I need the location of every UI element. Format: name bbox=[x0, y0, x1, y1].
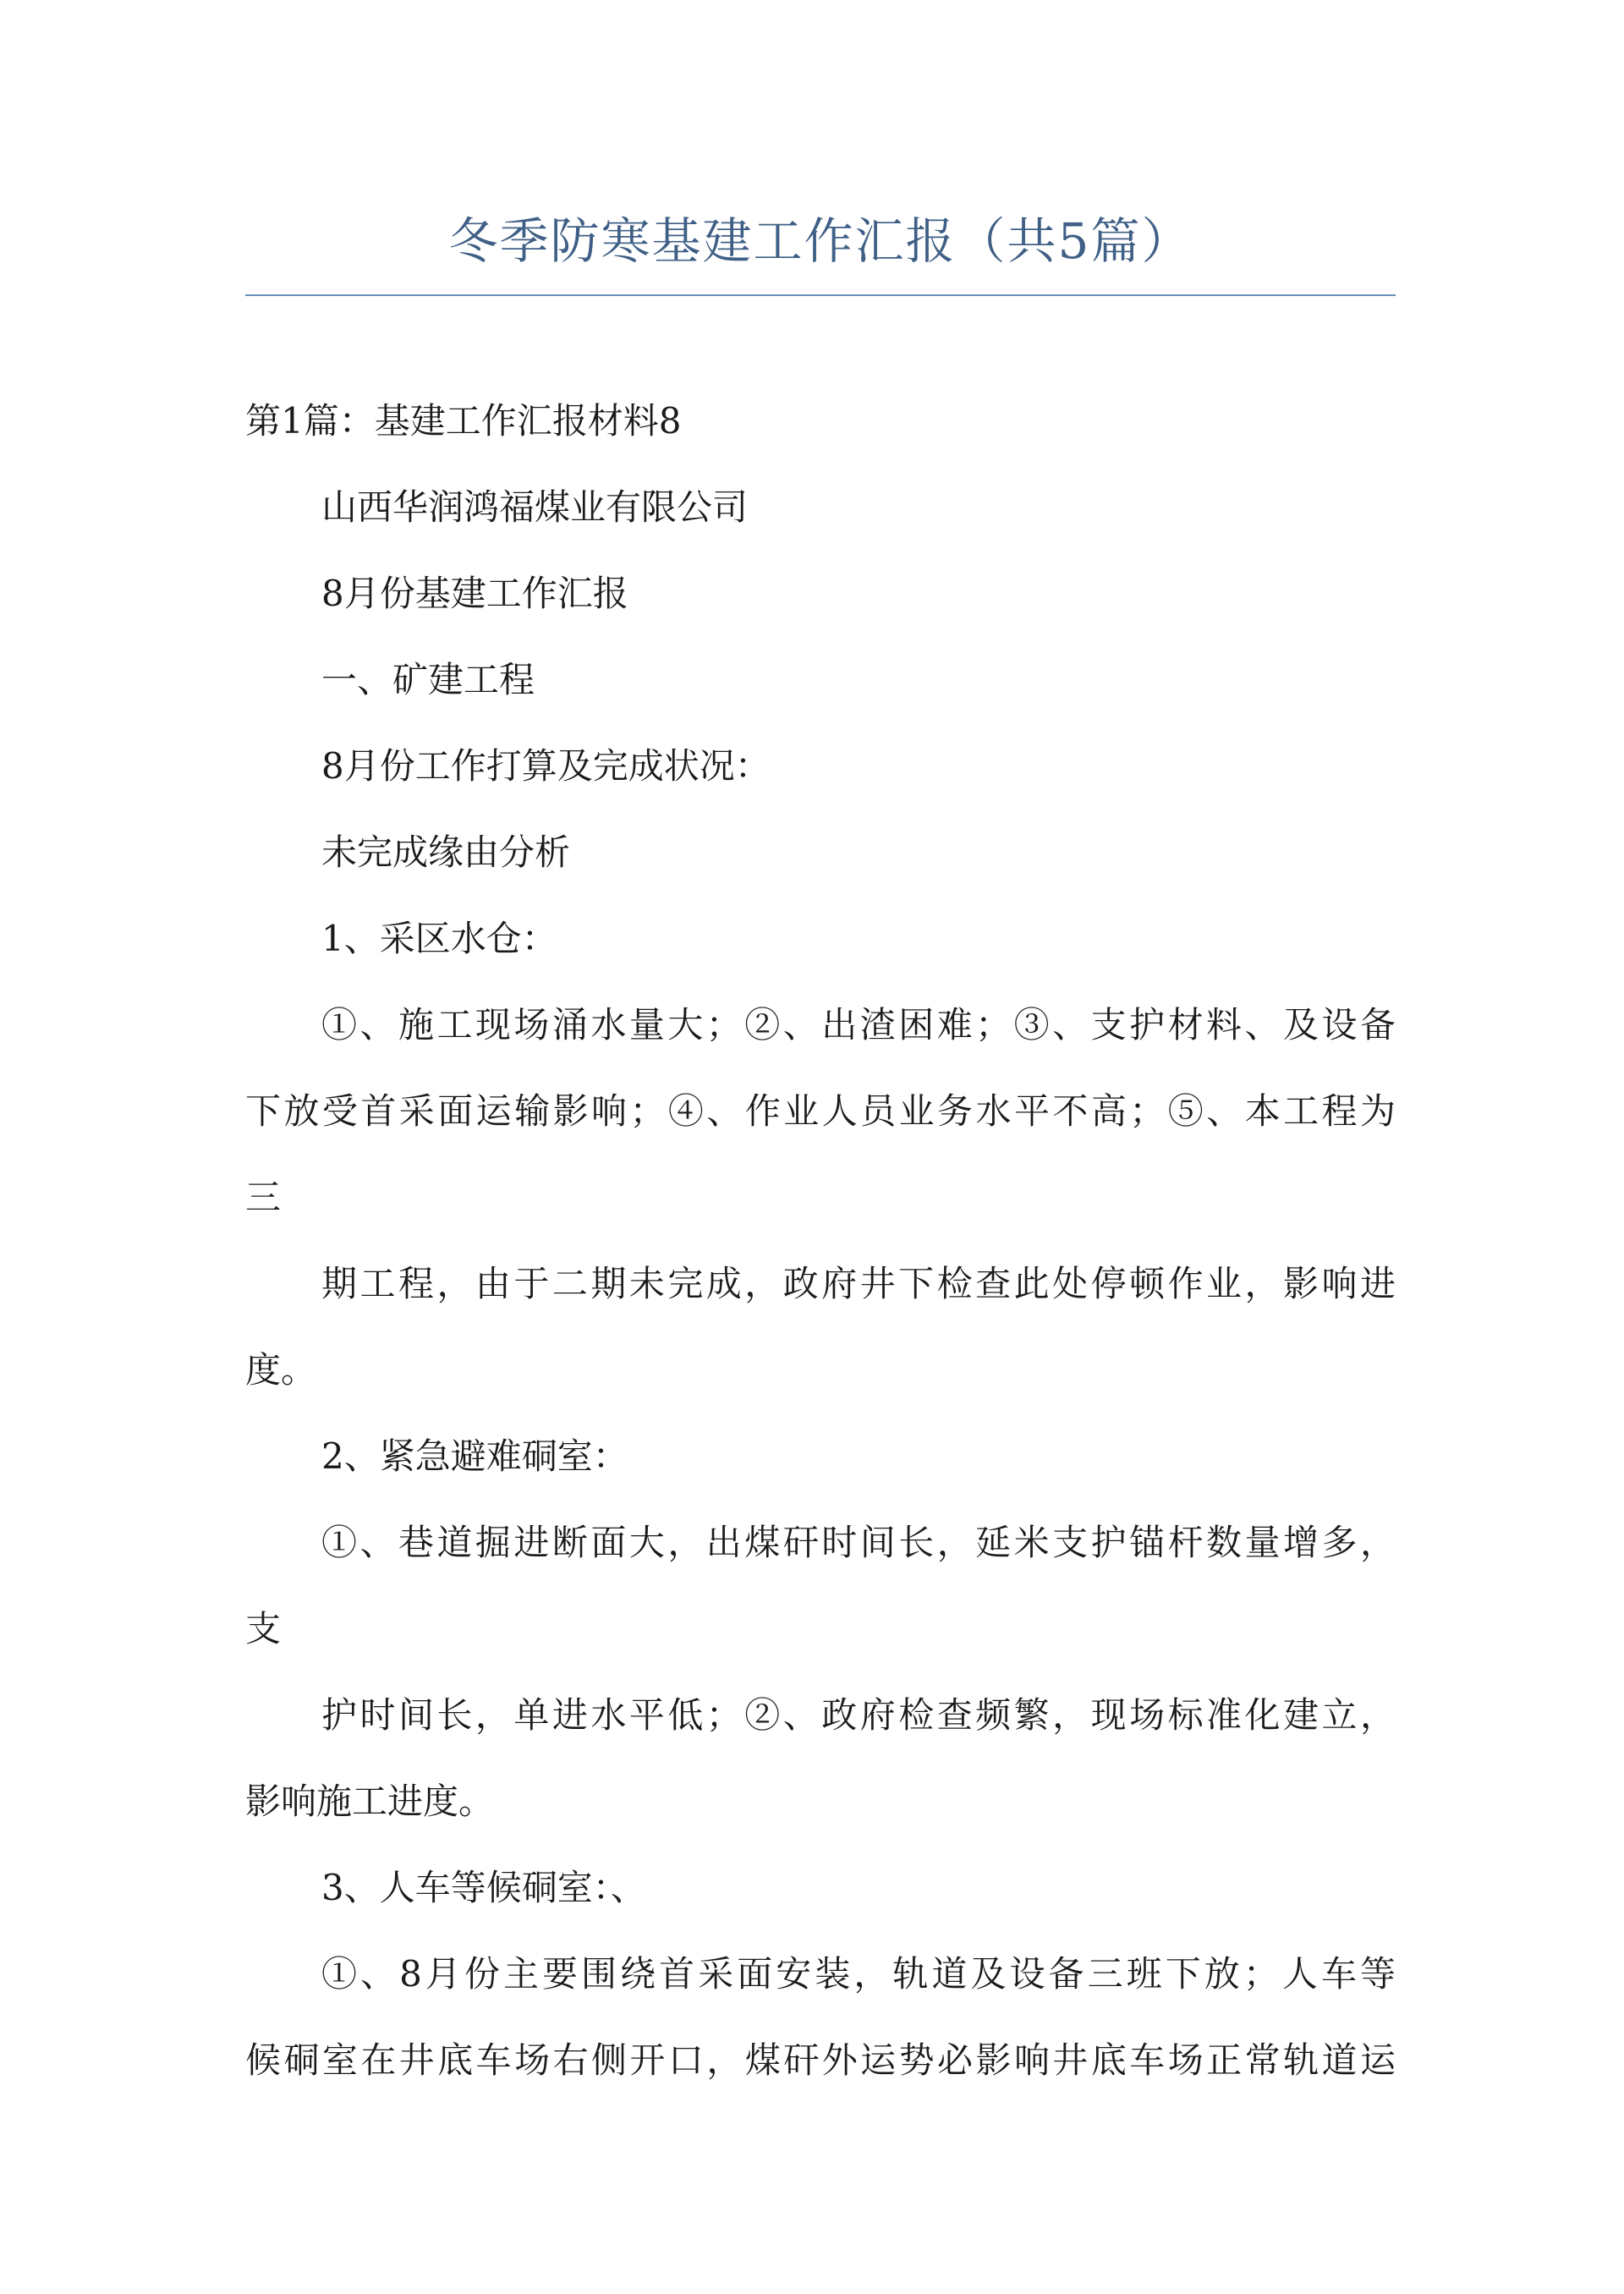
document-title: 冬季防寒基建工作汇报（共5篇） bbox=[448, 212, 1193, 270]
company-name: 山西华润鸿福煤业有限公司 bbox=[321, 486, 749, 528]
paragraph-line: 8月份工作打算及完成状况： bbox=[321, 745, 771, 787]
section-heading: 第1篇：基建工作汇报材料8 bbox=[245, 400, 682, 442]
title-divider bbox=[245, 294, 1396, 296]
paragraph-line: 影响施工进度。 bbox=[245, 1781, 495, 1822]
paragraph-line: 期工程，由于二期未完成，政府井下检查此处停顿作业，影响进 bbox=[321, 1263, 1396, 1304]
list-heading: 2、紧急避难硐室： bbox=[321, 1435, 628, 1477]
list-heading: 3、人车等候硐室：、 bbox=[321, 1867, 646, 1908]
paragraph-line: 三 bbox=[245, 1177, 282, 1218]
paragraph-line: ①、8月份主要围绕首采面安装，轨道及设备三班下放；人车等 bbox=[321, 1953, 1396, 1995]
paragraph-line: 支 bbox=[245, 1608, 282, 1649]
paragraph-line: 未完成缘由分析 bbox=[321, 831, 571, 873]
subsection-heading: 一、矿建工程 bbox=[321, 659, 535, 700]
paragraph-line: 度。 bbox=[245, 1349, 317, 1391]
paragraph-line: 候硐室在井底车场右侧开口，煤矸外运势必影响井底车场正常轨道运 bbox=[245, 2039, 1396, 2081]
paragraph-line: 护时间长，单进水平低；②、政府检查频繁，现场标准化建立， bbox=[321, 1694, 1396, 1736]
paragraph-line: ①、施工现场涌水量大；②、出渣困难；③、支护材料、及设备 bbox=[321, 1004, 1396, 1045]
list-heading: 1、采区水仓： bbox=[321, 918, 557, 959]
paragraph-line: 下放受首采面运输影响；④、作业人员业务水平不高；⑤、本工程为 bbox=[245, 1090, 1396, 1132]
report-subtitle: 8月份基建工作汇报 bbox=[321, 573, 628, 614]
paragraph-line: ①、巷道掘进断面大，出煤矸时间长，延米支护锚杆数量增多， bbox=[321, 1522, 1396, 1563]
